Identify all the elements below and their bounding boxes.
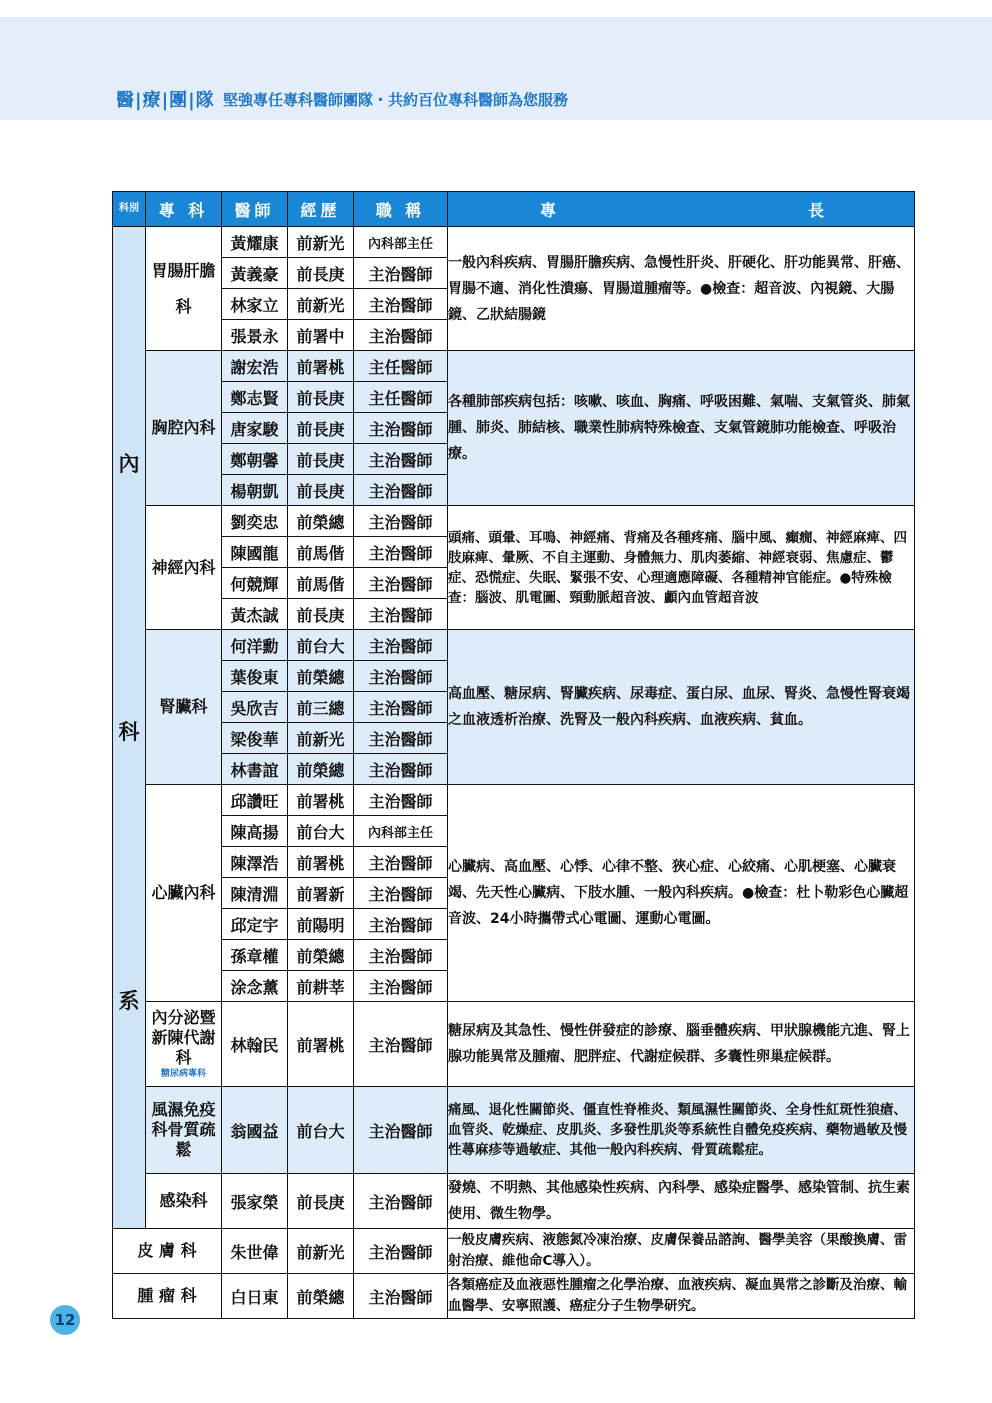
doctor-title: 主治醫師 <box>354 1087 448 1174</box>
specialty-label: 神經內科 <box>151 557 216 577</box>
specialty-cell <box>146 351 222 506</box>
doctor-name: 白日東 <box>222 1274 288 1319</box>
doctor-name: 孫章權 <box>222 940 288 971</box>
doctor-title: 主治醫師 <box>354 1229 448 1274</box>
header-experience: 經歷 <box>288 192 354 227</box>
specialty-label: 感染科 <box>159 1191 208 1210</box>
table-row <box>113 1229 915 1274</box>
doctor-experience: 前耕莘 <box>288 971 354 1002</box>
doctor-title: 主治醫師 <box>354 475 448 506</box>
doctor-name: 黃耀康 <box>222 227 288 258</box>
doctor-experience: 前署桃 <box>288 847 354 878</box>
expertise-cell: 各種肺部疾病包括：咳嗽、咳血、胸痛、呼吸困難、氣喘、支氣管炎、肺氣腫、肺炎、肺結核、職業性肺病特殊檢查、支氣管鏡肺功能檢查、呼吸治療。 <box>448 351 915 506</box>
doctor-experience: 前署桃 <box>288 785 354 816</box>
specialty-label: 風濕免疫科骨質疏鬆 <box>151 1100 216 1159</box>
doctor-experience: 前榮總 <box>288 754 354 785</box>
table-row <box>113 630 915 661</box>
doctor-title: 主治醫師 <box>354 537 448 568</box>
doctor-title: 主治醫師 <box>354 971 448 1002</box>
doctor-experience: 前署新 <box>288 878 354 909</box>
page-number: 12 <box>50 1305 80 1335</box>
doctor-experience: 前新光 <box>288 723 354 754</box>
expertise-cell: 心臟病、高血壓、心悸、心律不整、狹心症、心絞痛、心肌梗塞、心臟衰竭、先天性心臟病、下肢水腫、一般內科疾病。●檢查：杜卜勒彩色心臟超音波、24小時攜帶式心電圖、運動心電圖。 <box>448 785 915 1002</box>
specialty-label: 胸腔內科 <box>151 418 216 437</box>
specialty-label: 胃腸肝膽科 <box>151 260 216 316</box>
header-specialty: 專 科 <box>146 192 222 227</box>
specialty-cell <box>146 1002 222 1087</box>
doctor-title: 主治醫師 <box>354 320 448 351</box>
expertise-cell: 高血壓、糖尿病、腎臟疾病、尿毒症、蛋白尿、血尿、腎炎、急慢性腎衰竭之血液透析治療、洗腎及一般內科疾病、血液疾病、貧血。 <box>448 630 915 785</box>
header-doctor: 醫師 <box>222 192 288 227</box>
doctor-name: 鄭志賢 <box>222 382 288 413</box>
doctor-experience: 前長庚 <box>288 444 354 475</box>
doctor-experience: 前新光 <box>288 289 354 320</box>
table-row <box>113 351 915 382</box>
doctor-title: 主治醫師 <box>354 940 448 971</box>
doctor-name: 林翰民 <box>222 1002 288 1087</box>
table-row <box>113 227 915 258</box>
doctor-title: 主治醫師 <box>354 289 448 320</box>
doctor-table <box>112 191 915 1319</box>
specialty-cell <box>146 1174 222 1229</box>
doctor-experience: 前榮總 <box>288 506 354 537</box>
doctor-experience: 前署桃 <box>288 1002 354 1087</box>
doctor-experience: 前榮總 <box>288 661 354 692</box>
doctor-title: 主治醫師 <box>354 258 448 289</box>
page-subtitle: 堅強專任專科醫師團隊・共約百位專科醫師為您服務 <box>223 91 569 109</box>
doctor-name: 張景永 <box>222 320 288 351</box>
doctor-title: 主治醫師 <box>354 444 448 475</box>
doctor-name: 林家立 <box>222 289 288 320</box>
doctor-title: 主任醫師 <box>354 382 448 413</box>
doctor-name: 黃杰誠 <box>222 599 288 630</box>
doctor-name: 楊朝凱 <box>222 475 288 506</box>
doctor-title: 主治醫師 <box>354 413 448 444</box>
doctor-experience: 前三總 <box>288 692 354 723</box>
header-title: 職 稱 <box>354 192 448 227</box>
doctor-experience: 前長庚 <box>288 382 354 413</box>
doctor-name: 何洋勳 <box>222 630 288 661</box>
doctor-title: 主治醫師 <box>354 909 448 940</box>
doctor-title: 主治醫師 <box>354 1174 448 1229</box>
doctor-title: 主治醫師 <box>354 692 448 723</box>
doctor-experience: 前新光 <box>288 227 354 258</box>
doctor-title: 主治醫師 <box>354 723 448 754</box>
doctor-title: 主治醫師 <box>354 506 448 537</box>
specialty-cell <box>146 1087 222 1174</box>
doctor-experience: 前新光 <box>288 1229 354 1274</box>
doctor-title: 主治醫師 <box>354 785 448 816</box>
doctor-title: 主治醫師 <box>354 847 448 878</box>
doctor-experience: 前長庚 <box>288 1174 354 1229</box>
doctor-name: 黃義豪 <box>222 258 288 289</box>
doctor-title: 內科部主任 <box>354 227 448 258</box>
table-row <box>113 1002 915 1087</box>
expertise-cell: 痛風、退化性關節炎、僵直性脊椎炎、類風濕性關節炎、全身性紅斑性狼瘡、血管炎、乾燥症、皮肌炎、多發性肌炎等系統性自體免疫疾病、藥物過敏及慢性蕁麻疹等過敏症、其他一般內科疾病、骨質疏鬆症。 <box>448 1087 915 1174</box>
doctor-name: 陳澤浩 <box>222 847 288 878</box>
expertise-cell: 糖尿病及其急性、慢性併發症的診療、腦垂體疾病、甲狀腺機能亢進、腎上腺功能異常及腫瘤、肥胖症、代謝症候群、多囊性卵巢症候群。 <box>448 1002 915 1087</box>
doctor-title: 主治醫師 <box>354 1274 448 1319</box>
header-category: 科別 <box>113 192 146 227</box>
doctor-experience: 前長庚 <box>288 599 354 630</box>
header-expertise: 專 長 <box>448 192 915 227</box>
expertise-cell: 各類癌症及血液惡性腫瘤之化學治療、血液疾病、凝血異常之診斷及治療、輸血醫學、安寧照護、癌症分子生物學研究。 <box>448 1274 915 1319</box>
doctor-name: 劉奕忠 <box>222 506 288 537</box>
doctor-experience: 前馬偕 <box>288 568 354 599</box>
doctor-experience: 前署桃 <box>288 351 354 382</box>
specialty-cell: 腫 瘤 科 <box>113 1274 222 1319</box>
doctor-title: 主治醫師 <box>354 661 448 692</box>
doctor-name: 鄭朝馨 <box>222 444 288 475</box>
doctor-experience: 前長庚 <box>288 258 354 289</box>
doctor-name: 翁國益 <box>222 1087 288 1174</box>
doctor-experience: 前榮總 <box>288 1274 354 1319</box>
expertise-cell: 一般內科疾病、胃腸肝膽疾病、急慢性肝炎、肝硬化、肝功能異常、肝癌、胃腸不適、消化性潰瘍、胃腸道腫瘤等。●檢查：超音波、內視鏡、大腸鏡、乙狀結腸鏡 <box>448 227 915 351</box>
doctor-experience: 前長庚 <box>288 475 354 506</box>
doctor-title: 主治醫師 <box>354 754 448 785</box>
doctor-title: 主任醫師 <box>354 351 448 382</box>
doctor-title: 主治醫師 <box>354 878 448 909</box>
doctor-experience: 前台大 <box>288 630 354 661</box>
category-char: 科 <box>118 720 140 744</box>
doctor-experience: 前署中 <box>288 320 354 351</box>
doctor-name: 張家榮 <box>222 1174 288 1229</box>
doctor-name: 謝宏浩 <box>222 351 288 382</box>
doctor-name: 朱世偉 <box>222 1229 288 1274</box>
specialty-cell: 皮 膚 科 <box>113 1229 222 1274</box>
doctor-name: 葉俊東 <box>222 661 288 692</box>
doctor-name: 涂念薰 <box>222 971 288 1002</box>
specialty-note: 糖尿病專科 <box>160 1069 206 1079</box>
doctor-experience: 前榮總 <box>288 940 354 971</box>
doctor-name: 陳清淵 <box>222 878 288 909</box>
doctor-title: 主治醫師 <box>354 599 448 630</box>
doctor-title: 主治醫師 <box>354 630 448 661</box>
category-char: 內 <box>118 452 140 476</box>
doctor-name: 梁俊華 <box>222 723 288 754</box>
doctor-experience: 前台大 <box>288 1087 354 1174</box>
specialty-label: 腎臟科 <box>159 697 208 716</box>
specialty-cell <box>146 785 222 1002</box>
doctor-name: 陳國龍 <box>222 537 288 568</box>
specialty-cell <box>146 630 222 785</box>
expertise-cell: 發燒、不明熱、其他感染性疾病、內科學、感染症醫學、感染管制、抗生素使用、微生物學。 <box>448 1174 915 1229</box>
specialty-label: 心臟內科 <box>151 883 216 902</box>
doctor-name: 何競輝 <box>222 568 288 599</box>
doctor-experience: 前台大 <box>288 816 354 847</box>
doctor-experience: 前陽明 <box>288 909 354 940</box>
table-row <box>113 506 915 537</box>
doctor-name: 陳高揚 <box>222 816 288 847</box>
doctor-title: 內科部主任 <box>354 816 448 847</box>
table-row <box>113 785 915 816</box>
specialty-label: 內分泌暨新陳代謝科 <box>151 1008 216 1067</box>
doctor-title: 主治醫師 <box>354 1002 448 1087</box>
doctor-name: 唐家駿 <box>222 413 288 444</box>
doctor-name: 邱讚旺 <box>222 785 288 816</box>
page-title: 醫|療|團|隊 <box>116 90 215 111</box>
doctor-name: 邱定宇 <box>222 909 288 940</box>
doctor-name: 林書誼 <box>222 754 288 785</box>
doctor-experience: 前長庚 <box>288 413 354 444</box>
expertise-cell: 頭痛、頭暈、耳鳴、神經痛、背痛及各種疼痛、腦中風、癲癇、神經麻痺、四肢麻痺、暈厥、不自主運動、身體無力、肌肉萎縮、神經衰弱、焦慮症、鬱症、恐慌症、失眠、緊張不安、心理適應障礙、各種精神官能症。●特殊檢查：腦波、肌電圖、頸動脈超音波、顱內血管超音波 <box>448 506 915 630</box>
table-row <box>113 1274 915 1319</box>
expertise-cell: 一般皮膚疾病、液態氮冷凍治療、皮膚保養品諮詢、醫學美容（果酸換膚、雷射治療、維他命C導入）。 <box>448 1229 915 1274</box>
specialty-cell <box>146 227 222 351</box>
doctor-name: 吳欣吉 <box>222 692 288 723</box>
doctor-experience: 前馬偕 <box>288 537 354 568</box>
specialty-cell <box>146 506 222 630</box>
table-row <box>113 1174 915 1229</box>
category-char: 系 <box>118 989 140 1013</box>
table-row <box>113 1087 915 1174</box>
doctor-title: 主治醫師 <box>354 568 448 599</box>
